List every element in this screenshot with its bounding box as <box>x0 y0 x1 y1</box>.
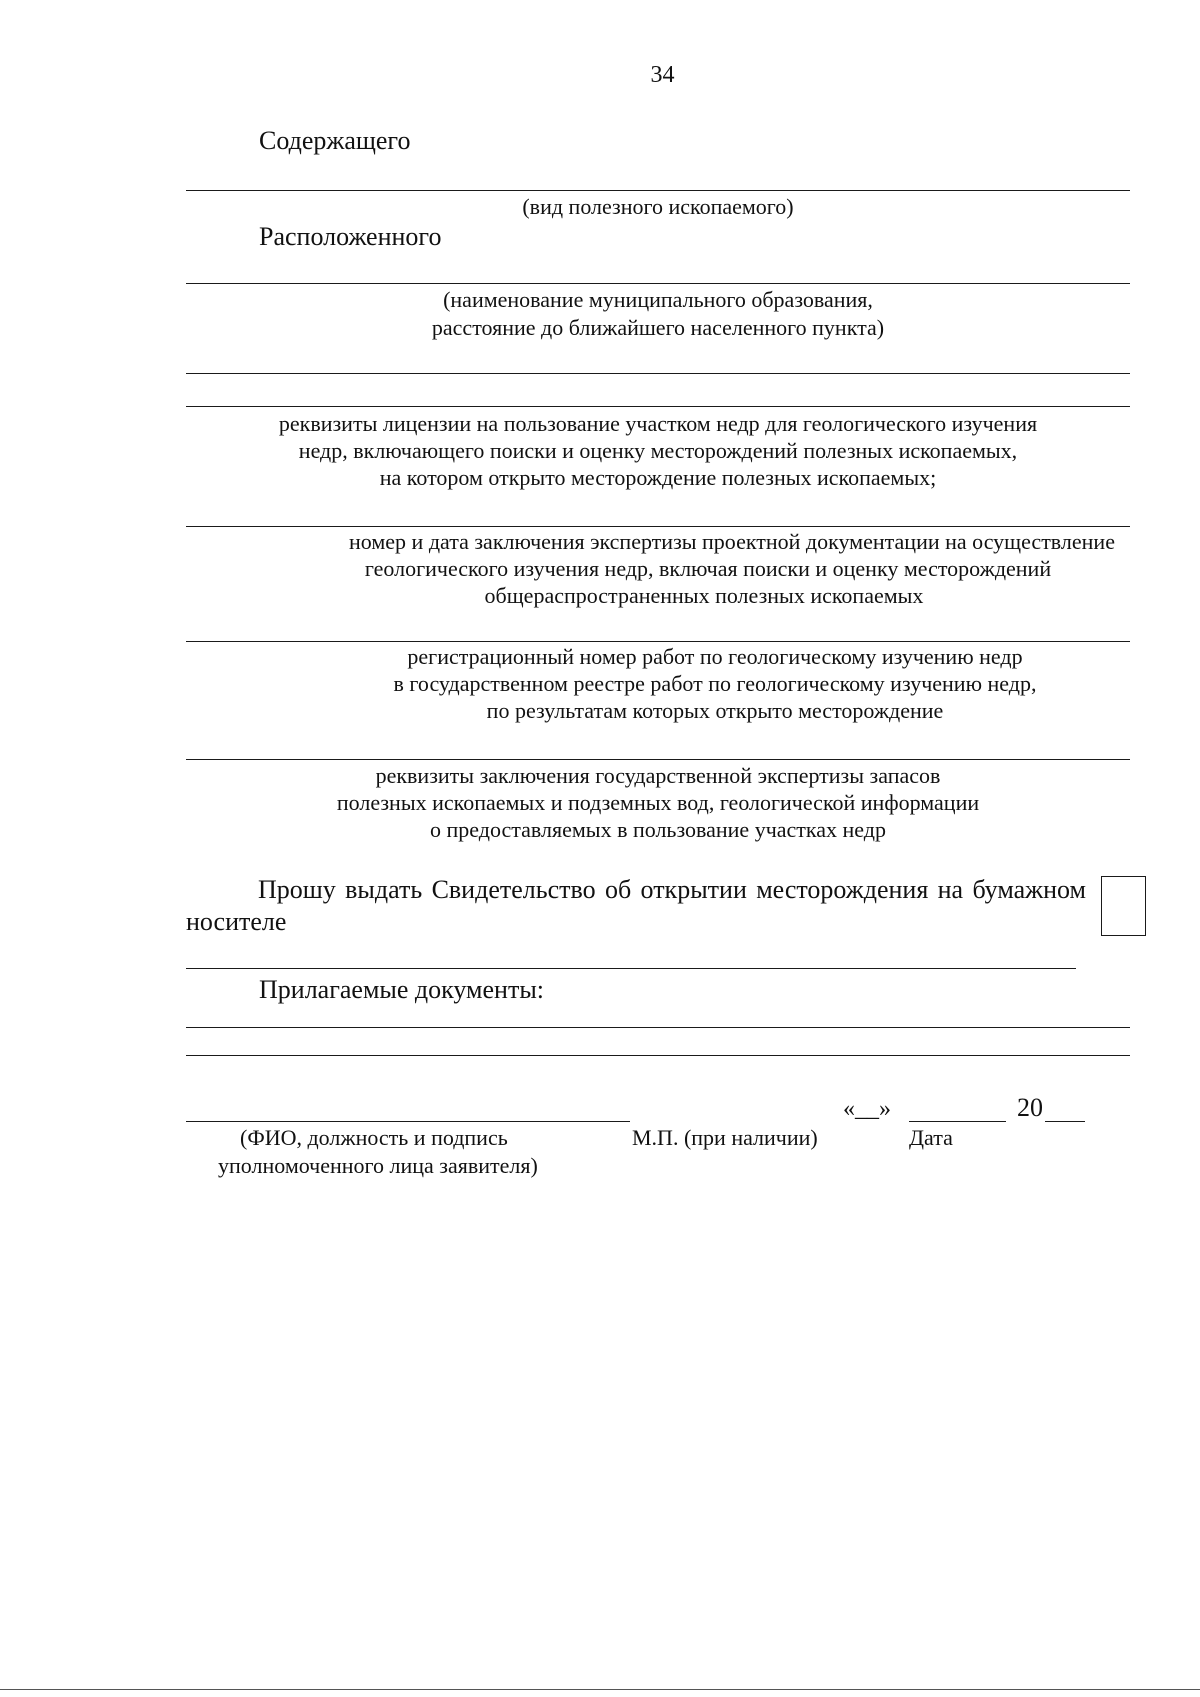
license-caption-3: на котором открыто месторождение полезных ископаемых; <box>379 465 937 490</box>
request-text: Прошу выдать Свидетельство об открытии месторождения на бумажном носителе <box>186 875 1086 936</box>
registration-caption-1: регистрационный номер работ по геологическому изучению недр <box>407 644 1023 669</box>
registration-caption-3: по результатам которых открыто месторождение <box>486 698 944 723</box>
stamp-caption: М.П. (при наличии) <box>632 1125 818 1150</box>
date-month-line[interactable] <box>909 1121 1006 1122</box>
fio-caption-1: (ФИО, должность и подпись <box>240 1125 508 1150</box>
license-caption-1: реквизиты лицензии на пользование участком недр для геологического изучения <box>278 411 1038 436</box>
expertise-caption-2: геологического изучения недр, включая поиски и оценку месторождений <box>364 556 1052 581</box>
state-expertise-caption-3: о предоставляемых в пользование участках недр <box>430 817 886 842</box>
attachments-line-2[interactable] <box>186 1055 1130 1056</box>
fio-caption-2: уполномоченного лица заявителя) <box>218 1153 538 1178</box>
attachments-label: Прилагаемые документы: <box>259 975 545 1004</box>
state-expertise-caption-2: полезных ископаемых и подземных вод, геологической информации <box>336 790 980 815</box>
date-day-quotes[interactable]: «__» <box>843 1096 891 1122</box>
expertise-line[interactable] <box>186 526 1130 527</box>
date-year-line[interactable] <box>1045 1121 1085 1122</box>
page-number: 34 <box>650 62 675 88</box>
license-line-1[interactable] <box>186 373 1130 374</box>
attachments-line-1[interactable] <box>186 1027 1130 1028</box>
registration-caption-2: в государственном реестре работ по геологическому изучению недр, <box>393 671 1037 696</box>
registration-line[interactable] <box>186 641 1130 642</box>
request-paragraph <box>186 874 1086 938</box>
date-year-prefix: 20 <box>1017 1093 1043 1122</box>
license-line-2[interactable] <box>186 406 1130 407</box>
expertise-caption-1: номер и дата заключения экспертизы проектной документации на осуществление <box>349 529 1115 554</box>
license-caption-2: недр, включающего поиски и оценку месторождений полезных ископаемых, <box>298 438 1018 463</box>
municipality-line[interactable] <box>186 283 1130 284</box>
mineral-type-line[interactable] <box>186 190 1130 191</box>
state-expertise-caption-1: реквизиты заключения государственной экспертизы запасов <box>375 763 941 788</box>
contains-label: Содержащего <box>259 126 411 155</box>
page-bottom-edge <box>0 1689 1200 1690</box>
expertise-caption-3: общераспространенных полезных ископаемых <box>484 583 924 608</box>
municipality-caption-2: расстояние до ближайшего населенного пункта) <box>431 315 885 340</box>
state-expertise-line[interactable] <box>186 759 1130 760</box>
request-line[interactable] <box>186 968 1076 969</box>
signature-line[interactable] <box>186 1121 630 1122</box>
date-caption: Дата <box>909 1125 953 1150</box>
mineral-type-caption: (вид полезного ископаемого) <box>522 194 794 219</box>
paper-certificate-checkbox[interactable] <box>1101 876 1146 936</box>
located-label: Расположенного <box>259 222 442 251</box>
municipality-caption-1: (наименование муниципального образования, <box>443 287 873 312</box>
